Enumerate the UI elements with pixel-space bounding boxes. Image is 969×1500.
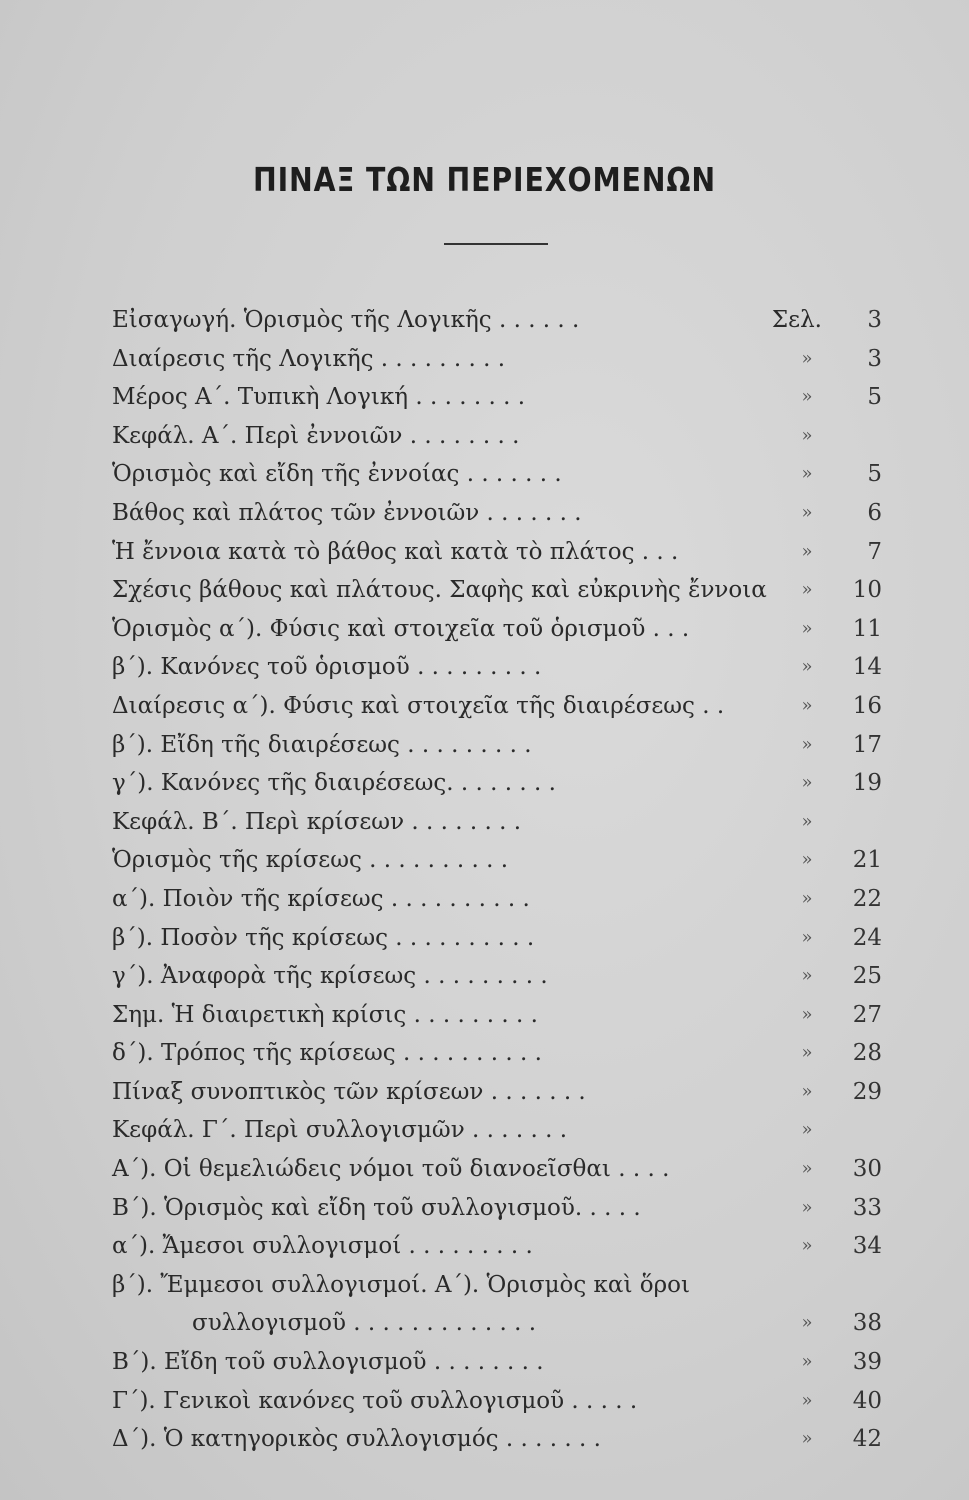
ditto-mark: » [801,926,813,948]
toc-entry [112,301,892,340]
toc-entry [112,803,892,842]
toc-entry [112,1034,892,1073]
toc-entry-title: β΄). Ἔμμεσοι συλλογισμοί. Α΄). Ὁρισμὸς καὶ ὅροι [112,1271,691,1298]
toc-entry-title: Δ΄). Ὁ κατηγορικὸς συλλογισμός . . . . . . . [112,1426,601,1453]
toc-entry-page-number: 11 [852,615,882,642]
toc-entry [112,1111,892,1150]
toc-entry-title: Κεφάλ. Α΄. Περὶ ἐννοιῶν . . . . . . . . [112,422,520,449]
ditto-mark: » [801,656,813,678]
ditto-mark: » [801,1158,813,1180]
toc-entry-title: Ὁρισμὸς α΄). Φύσις καὶ στοιχεῖα τοῦ ὁρισμοῦ . . . [112,615,690,642]
toc-entry-title: δ΄). Τρόπος τῆς κρίσεως . . . . . . . . . . [112,1040,542,1067]
toc-entry-title: γ΄). Ἀναφορὰ τῆς κρίσεως . . . . . . . . . [112,963,548,990]
toc-entry [112,957,892,996]
toc-entry-page-number: 42 [852,1426,882,1453]
toc-entry [112,919,892,958]
toc-entry-title: Εἰσαγωγή. Ὁρισμὸς τῆς Λογικῆς . . . . . . [112,307,580,333]
ditto-mark: » [801,887,813,909]
toc-entry [112,1266,892,1343]
toc-entry-page-number: 21 [852,847,882,874]
toc-entry [112,1343,892,1382]
toc-entry-title: Διαίρεσις α΄). Φύσις καὶ στοιχεῖα τῆς διαιρέσεως . . [112,692,725,719]
toc-entry [112,1073,892,1112]
toc-entry [112,417,892,456]
ditto-mark: » [801,1235,813,1257]
toc-entry [112,1420,892,1459]
toc-entry [112,610,892,649]
toc-entry-page-number: 5 [867,461,882,488]
toc-list [112,301,892,1459]
toc-entry-title: Ὁρισμὸς τῆς κρίσεως . . . . . . . . . . [112,847,509,874]
toc-entry-page-number: 17 [852,731,882,758]
toc-entry-page-number: 39 [852,1349,882,1376]
toc-entry-page-number: 33 [852,1194,882,1221]
toc-entry [112,378,892,417]
toc-entry [112,571,892,610]
ditto-mark: » [801,1428,813,1450]
toc-entry-page-number: 3 [867,307,882,333]
toc-entry-title: Διαίρεσις τῆς Λογικῆς . . . . . . . . . [112,345,506,372]
toc-entry-page-number: 19 [852,770,882,797]
toc-entry-page-number: 6 [867,499,882,526]
toc-entry-title: Γ΄). Γενικοὶ κανόνες τοῦ συλλογισμοῦ . . . . . [112,1387,638,1414]
toc-entry [112,996,892,1035]
toc-entry-title: β΄). Εἴδη τῆς διαιρέσεως . . . . . . . . . [112,731,532,758]
ditto-mark: » [801,1312,813,1334]
toc-entry-title: Ἡ ἔννοια κατὰ τὸ βάθος καὶ κατὰ τὸ πλάτος . . . [112,538,679,565]
toc-entry-page-number: 34 [852,1233,882,1260]
toc-entry-page-number: 16 [852,692,882,719]
ditto-mark: » [801,347,813,369]
toc-entry-title: α΄). Ποιὸν τῆς κρίσεως . . . . . . . . . . [112,885,530,912]
toc-entry-page-number: 25 [852,963,882,990]
toc-entry-title: Κεφάλ. Β΄. Περὶ κρίσεων . . . . . . . . [112,808,522,835]
ditto-mark: » [801,1389,813,1411]
toc-entry-title: α΄). Ἄμεσοι συλλογισμοί . . . . . . . . . [112,1233,533,1260]
title-rule [444,243,548,245]
toc-entry-title-continuation: συλλογισμοῦ . . . . . . . . . . . . . [192,1310,537,1337]
ditto-mark: » [801,1080,813,1102]
toc-entry-title: Πίναξ συνοπτικὸς τῶν κρίσεων . . . . . . . [112,1078,586,1105]
ditto-mark: » [801,501,813,523]
toc-entry [112,494,892,533]
toc-entry-page-number: 30 [852,1156,882,1183]
ditto-mark: » [801,1196,813,1218]
ditto-mark: » [801,1119,813,1141]
ditto-mark: » [801,1351,813,1373]
toc-entry-title: Ὁρισμὸς καὶ εἴδη τῆς ἐννοίας . . . . . . . [112,461,562,488]
toc-entry [112,764,892,803]
ditto-mark: » [801,1003,813,1025]
toc-entry-page-number: 40 [852,1387,882,1414]
toc-entry-page-number: 24 [852,924,882,951]
toc-entry-page-number: 7 [867,538,882,565]
toc-entry-page-number: 10 [852,577,882,604]
page-title: ΠΙΝΑΞ ΤΩΝ ΠΕΡΙΕΧΟΜΕΝΩΝ [252,160,717,199]
toc-entry [112,841,892,880]
toc-entry-title: Βάθος καὶ πλάτος τῶν ἐννοιῶν . . . . . . . [112,499,582,526]
ditto-mark: » [801,386,813,408]
toc-entry-page-number: 5 [867,384,882,411]
ditto-mark: » [801,579,813,601]
ditto-mark: » [801,463,813,485]
toc-entry-page-number: 38 [852,1310,882,1337]
ditto-mark: » [801,849,813,871]
toc-entry-title: Β΄). Ὁρισμὸς καὶ εἴδη τοῦ συλλογισμοῦ. . . . . [112,1194,641,1221]
ditto-mark: » [801,733,813,755]
toc-entry [112,1382,892,1421]
toc-entry [112,1150,892,1189]
toc-entry-title: Μέρος Α΄. Τυπικὴ Λογική . . . . . . . . [112,384,526,411]
ditto-mark: » [801,810,813,832]
toc-entry-page-number: 22 [852,885,882,912]
ditto-mark: » [801,540,813,562]
ditto-mark: » [801,1042,813,1064]
toc-entry-title: Σημ. Ἡ διαιρετικὴ κρίσις . . . . . . . . . [112,1001,538,1028]
ditto-mark: » [801,772,813,794]
toc-entry [112,533,892,572]
toc-entry-title: Κεφάλ. Γ΄. Περὶ συλλογισμῶν . . . . . . . [112,1117,568,1144]
toc-entry [112,1189,892,1228]
toc-entry [112,687,892,726]
toc-entry-title: Σχέσις βάθους καὶ πλάτους. Σαφὴς καὶ εὐκρινὴς ἔννοια [112,577,767,604]
ditto-mark: » [801,694,813,716]
page-label: Σελ. [771,307,822,333]
toc-entry-page-number: 3 [867,345,882,372]
ditto-mark: » [801,617,813,639]
toc-entry [112,726,892,765]
toc-entry-title: β΄). Κανόνες τοῦ ὁρισμοῦ . . . . . . . . . [112,654,542,681]
toc-entry-page-number: 27 [852,1001,882,1028]
ditto-mark: » [801,424,813,446]
toc-entry [112,455,892,494]
toc-entry-title: Α΄). Οἱ θεμελιώδεις νόμοι τοῦ διανοεῖσθαι . . . . [112,1156,670,1183]
toc-entry [112,340,892,379]
toc-entry-page-number: 14 [852,654,882,681]
toc-entry-title: γ΄). Κανόνες τῆς διαιρέσεως. . . . . . . . [112,770,556,797]
ditto-mark: » [801,965,813,987]
toc-entry [112,880,892,919]
toc-entry-page-number: 28 [852,1040,882,1067]
toc-entry-title: Β΄). Εἴδη τοῦ συλλογισμοῦ . . . . . . . . [112,1349,544,1376]
toc-entry [112,648,892,687]
toc-entry-page-number: 29 [852,1078,882,1105]
toc-entry-title: β΄). Ποσὸν τῆς κρίσεως . . . . . . . . . . [112,924,535,951]
toc-entry [112,1227,892,1266]
